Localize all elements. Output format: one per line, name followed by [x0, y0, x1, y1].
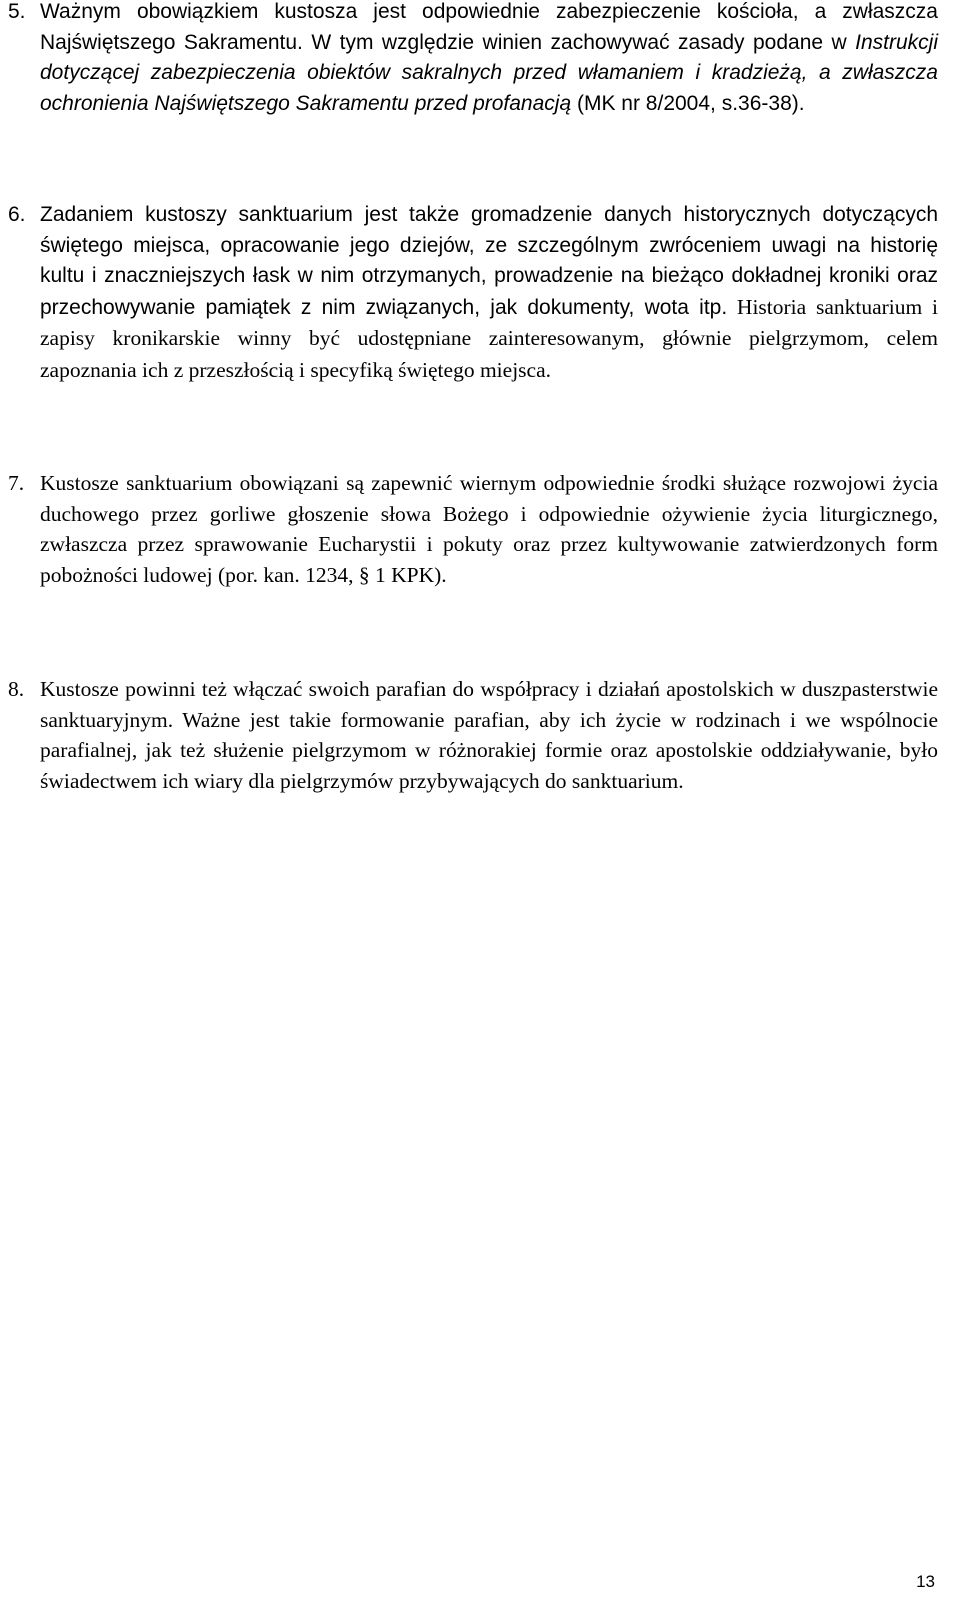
paragraph-number: 5.	[8, 0, 26, 23]
paragraph-5	[8, 0, 938, 119]
paragraph-number: 8.	[8, 677, 25, 701]
paragraph-body	[40, 674, 938, 796]
paragraph-7	[8, 468, 938, 590]
paragraph-text: Zadaniem kustoszy sanktuarium jest także gromadzenie danych historycznych dotyczących świętego miejsca, opracowanie jego dziejów, ze szczególnym zwróceniem uwagi na historię kultu i znaczniejszych łask w nim otrzymanych, prowadzenie na bieżąco dokładnej kroniki oraz przechowywanie pamiątek z nim związanych, jak dokumenty, wota itp.	[40, 203, 938, 319]
instruction-title: Instrukcji dotyczącej zabezpieczenia obiektów sakralnych przed włamaniem i kradzieżą, a zwłaszcza ochronienia Najświętszego Sakramentu przed profanacją	[40, 30, 938, 115]
paragraph-text: Ważnym obowiązkiem kustosza jest odpowiednie zabezpieczenie kościoła, a zwłaszcza Najświętszego Sakramentu. W tym względzie winien zachowywać zasady podane w	[40, 0, 938, 54]
paragraph-text-continued: Historia sanktuarium i zapisy kronikarskie winny być udostępniane zainteresowanym, głównie pielgrzymom, celem zapoznania ich z przeszłością i specyfiką świętego miejsca.	[40, 294, 938, 382]
paragraph-text: Kustosze sanktuarium obowiązani są zapewnić wiernym odpowiednie środki służące rozwojowi życia duchowego przez gorliwe głoszenie słowa Bożego i odpowiednie ożywienie życia liturgicznego, zwłaszcza przez sprawowanie Eucharystii i pokuty oraz przez kultywowanie zatwierdzonych form pobożności ludowej (por. kan. 1234, § 1 KPK).	[40, 471, 938, 587]
paragraph-number: 6.	[8, 203, 26, 226]
paragraph-body	[40, 0, 938, 119]
paragraph-number: 7.	[8, 471, 25, 495]
paragraph-citation: (MK nr 8/2004, s.36-38).	[571, 91, 805, 115]
paragraph-text: Kustosze powinni też włączać swoich parafian do współpracy i działań apostolskich w duszpasterstwie sanktuaryjnym. Ważne jest takie formowanie parafian, aby ich życie w rodzinach i we wspólnocie parafialnej, jak też służenie pielgrzymom w różnorakiej formie oraz apostolskie oddziaływanie, było świadectwem ich wiary dla pielgrzymów przybywających do sanktuarium.	[40, 677, 938, 793]
paragraph-body	[40, 200, 938, 386]
paragraph-body	[40, 468, 938, 590]
page-number: 13	[916, 1572, 935, 1591]
paragraph-8	[8, 674, 938, 796]
paragraph-6	[8, 200, 938, 386]
